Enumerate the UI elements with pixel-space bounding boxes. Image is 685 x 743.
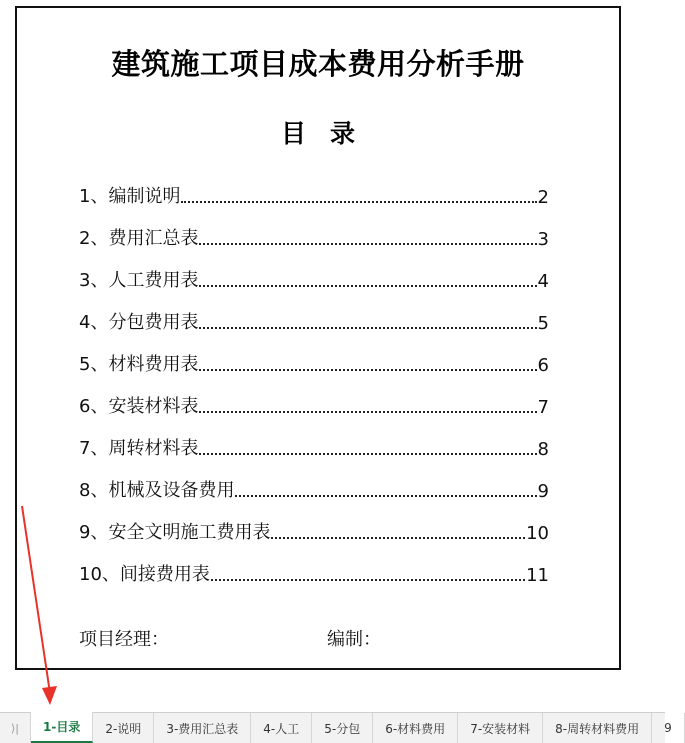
sheet-tab-summary[interactable]: 3-费用汇总表	[154, 713, 251, 743]
sheet-tab-toc[interactable]: 1-目录	[31, 712, 93, 743]
toc-entry-page: 5	[537, 313, 549, 334]
toc-entry-page: 3	[537, 229, 549, 250]
toc-entry-label: 5、材料费用表	[79, 354, 199, 375]
toc-entry-page: 6	[537, 355, 549, 376]
document-title: 建筑施工项目成本费用分析手册	[111, 47, 525, 81]
sheet-tab-next[interactable]: 9	[652, 713, 685, 743]
editor-label: 编制：	[327, 629, 381, 650]
sheet-tab-turnover-materials[interactable]: 8-周转材料费用	[543, 713, 652, 743]
toc-entry-page: 9	[537, 481, 549, 502]
toc-heading: 目录	[280, 119, 379, 148]
sheet-tab-install-materials[interactable]: 7-安装材料	[458, 713, 543, 743]
last-sheet-icon[interactable]: ⟩|	[0, 713, 31, 743]
project-manager-label: 项目经理：	[79, 629, 169, 650]
toc-entry-label: 6、安装材料表	[79, 396, 199, 417]
toc-entry-label: 3、人工费用表	[79, 270, 199, 291]
toc-entry-page: 7	[537, 397, 549, 418]
toc-entry-label: 10、间接费用表	[79, 564, 210, 585]
sheet-tab-bar	[0, 712, 672, 743]
toc-entry-page: 2	[537, 187, 549, 208]
toc-entry-page: 4	[537, 271, 549, 292]
sheet-tab-subcontract[interactable]: 5-分包	[312, 713, 373, 743]
toc-entry-label: 4、分包费用表	[79, 312, 199, 333]
toc-entry-label: 8、机械及设备费用	[79, 480, 235, 501]
sheet-tab-labor[interactable]: 4-人工	[251, 713, 312, 743]
sheet-tab-materials[interactable]: 6-材料费用	[373, 713, 458, 743]
toc-entry-page: 11	[526, 565, 549, 586]
toc-entry-label: 1、编制说明	[79, 186, 181, 207]
toc-entry-page: 8	[537, 439, 549, 460]
toc-entry-label: 7、周转材料表	[79, 438, 199, 459]
toc-entry-label: 9、安全文明施工费用表	[79, 522, 271, 543]
toc-entry-page: 10	[526, 523, 549, 544]
toc-entry-label: 2、费用汇总表	[79, 228, 199, 249]
sheet-tab-notes[interactable]: 2-说明	[93, 713, 154, 743]
